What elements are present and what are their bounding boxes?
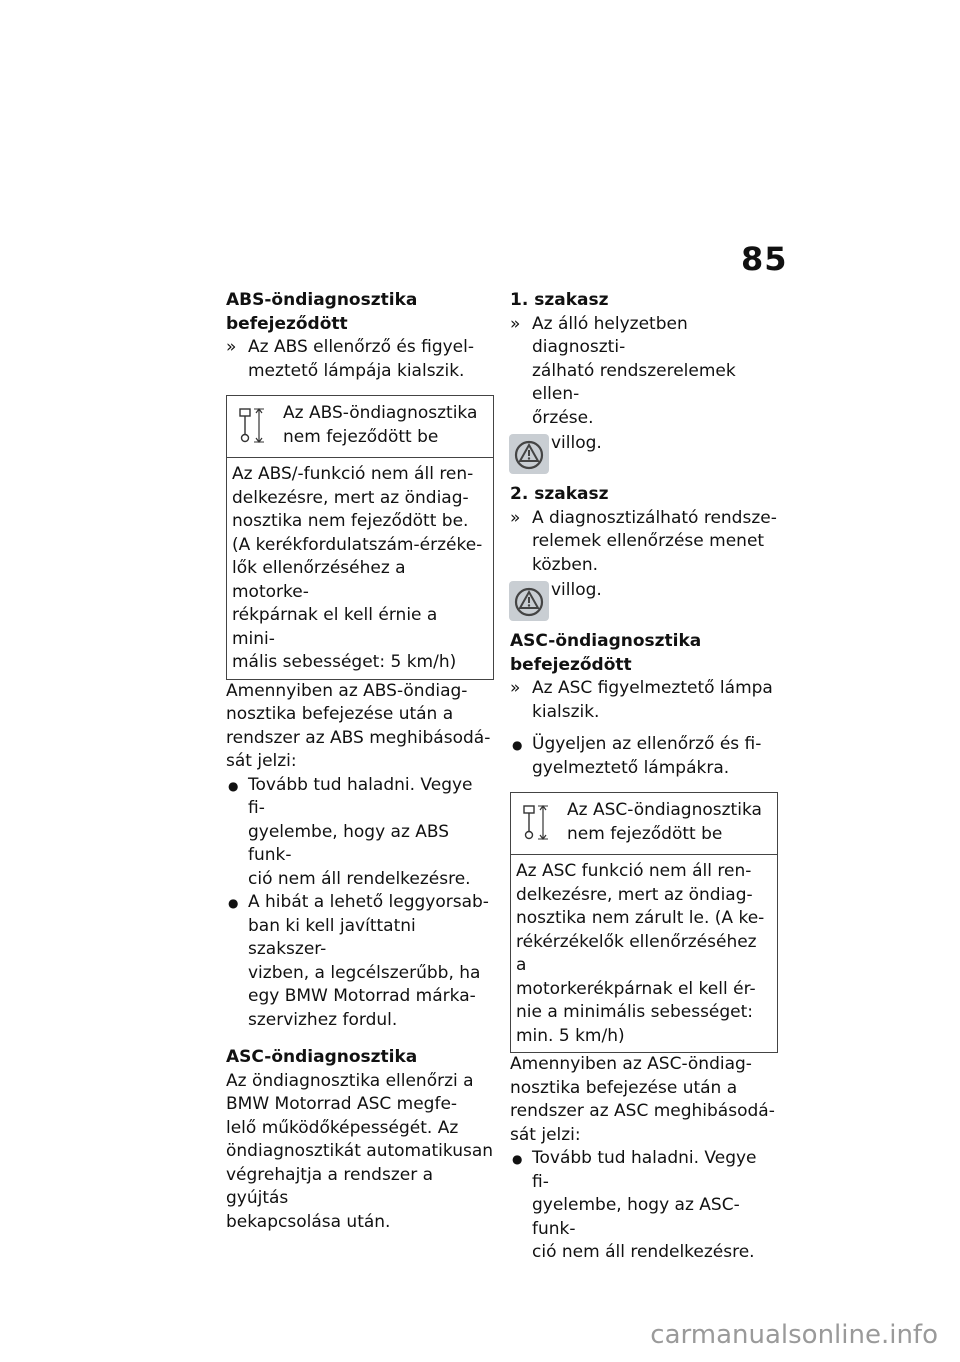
bullet-marker: ● xyxy=(512,738,523,752)
page-number: 85 xyxy=(741,240,788,278)
arrow-marker: » xyxy=(510,678,521,698)
abs-bullet-repair: ● A hibát a lehető leggyorsab- ban ki kell javíttatni szakszer- vizben, a legcélszerűbb, ha egy BMW Motorrad márka- szervizhez fordul. xyxy=(228,892,489,1030)
stage-2-step: » A diagnosztizálható rendsze- relemek ellenőrzése menet közben. xyxy=(510,507,777,575)
asc-fail-paragraph: Amennyiben az ASC-öndiag- nosztika befejezése után a rendszer az ASC meghibásodá- sát jelzi: xyxy=(510,1054,775,1145)
bullet-marker: ● xyxy=(228,778,239,793)
piston-icon xyxy=(237,406,273,446)
right-column xyxy=(510,289,778,1265)
abs-notice-box xyxy=(226,395,494,680)
stage-1-step: » Az álló helyzetben diagnoszti- zálható rendszerelemek ellen- őrzése. xyxy=(510,313,736,428)
asc-fail-bullet: ● Tovább tud haladni. Vegye fi- gyelembe, hogy az ASC-funk- ció nem áll rendelkezésre. xyxy=(512,1148,757,1262)
stage-1-heading: 1. szakasz xyxy=(510,290,609,310)
asc-notice-box xyxy=(510,792,778,1053)
asc-done-bullet: ● Ügyeljen az ellenőrző és fi- gyelmeztető lámpákra. xyxy=(512,734,762,778)
asc-heading: ASC-öndiagnosztika xyxy=(226,1047,418,1067)
asc-notice-title: Az ASC-öndiagnosztika nem fejeződött be xyxy=(567,800,762,844)
arrow-marker: » xyxy=(226,337,237,357)
bullet-marker: ● xyxy=(512,1152,523,1166)
abs-done-heading: ABS-öndiagnosztika befejeződött xyxy=(226,290,418,334)
asc-notice-body: Az ASC funkció nem áll ren- delkezésre, mert az öndiag- nosztika nem zárult le. (A ke- rékérzékelők ellenőrzéséhez a motorkerékpárnak el kell ér- nie a minimális sebességet: min. 5 km/h) xyxy=(516,861,765,1046)
abs-bullet-continue: ● Tovább tud haladni. Vegye fi- gyelembe, hogy az ABS funk- ció nem áll rendelkezésre. xyxy=(228,774,473,889)
warning-lamp-icon xyxy=(509,434,549,474)
asc-paragraph: Az öndiagnosztika ellenőrzi a BMW Motorrad ASC megfe- lelő működőképességét. Az öndiagnosztikát automatikusan végrehajtja a rendszer a gyújtás bekapcsolása után. xyxy=(226,1070,494,1232)
stage-2-lamp-row xyxy=(509,579,778,621)
bullet-marker: ● xyxy=(228,896,239,910)
abs-notice-title: Az ABS-öndiagnosztika nem fejeződött be xyxy=(283,403,478,447)
abs-fail-paragraph: Amennyiben az ABS-öndiag- nosztika befejezése után a rendszer az ABS meghibásodá- sát jelzi: xyxy=(226,680,491,771)
arrow-marker: » xyxy=(510,507,521,528)
left-column xyxy=(226,289,494,1234)
stage-1-lamp-label: villog. xyxy=(551,433,602,453)
asc-done-heading: ASC-öndiagnosztika befejeződött xyxy=(510,631,702,675)
arrow-marker: » xyxy=(510,313,521,334)
abs-done-step: » Az ABS ellenőrző és figyel- meztető lámpája kialszik. xyxy=(226,337,474,381)
asc-done-step: » Az ASC figyelmeztető lámpa kialszik. xyxy=(510,678,773,722)
warning-lamp-icon xyxy=(509,581,549,621)
piston-icon xyxy=(521,803,557,843)
abs-notice-header xyxy=(227,396,493,458)
stage-1-lamp-row xyxy=(509,432,778,474)
stage-2-heading: 2. szakasz xyxy=(510,484,609,504)
stage-2-lamp-label: villog. xyxy=(551,580,602,600)
asc-notice-header xyxy=(511,793,777,855)
abs-notice-body: Az ABS/-funkció nem áll ren- delkezésre, mert az öndiag- nosztika nem fejeződött be. (A kerékfordulatszám-érzéke- lők ellenőrzéséhez a motorke- rékpárnak el kell érnie a mini- mális sebességet: 5 km/h) xyxy=(232,464,483,672)
watermark-link[interactable]: carmanualsonline.info xyxy=(650,1320,938,1350)
